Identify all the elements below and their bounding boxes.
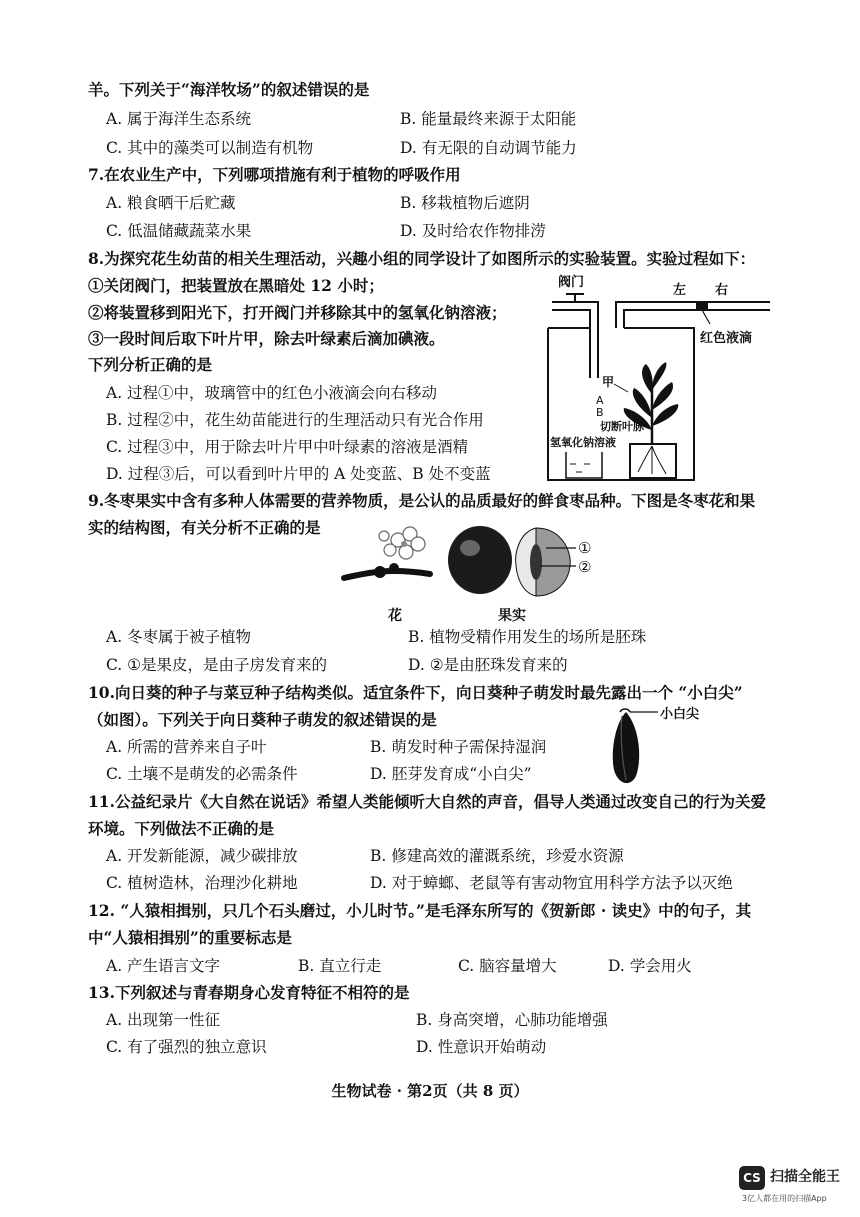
q6-option-a: A. 属于海洋生态系统	[106, 110, 252, 128]
q12-option-b: B. 直立行走	[298, 957, 382, 975]
q7-option-a: A. 粮食晒干后贮藏	[106, 194, 236, 212]
q8-option-d: D. 过程③后，可以看到叶片甲的 A 处变蓝、B 处不变蓝	[106, 465, 491, 483]
marker-2: ②	[578, 558, 592, 576]
q13-option-b: B. 身高突增，心肺功能增强	[416, 1011, 608, 1029]
q13-option-a: A. 出现第一性征	[106, 1011, 221, 1029]
q13-option-d: D. 性意识开始萌动	[416, 1038, 547, 1056]
red-drop-marker	[696, 302, 708, 310]
page-footer: 生物试卷 · 第2页（共 8 页）	[331, 1082, 529, 1100]
q10-option-b: B. 萌发时种子需保持湿润	[370, 738, 547, 756]
q12-stem-2: 中“人猿相揖别”的重要标志是	[88, 928, 292, 947]
q7-option-c: C. 低温储藏蔬菜水果	[106, 222, 252, 240]
q9-stem-2: 实的结构图，有关分析不正确的是	[88, 518, 321, 537]
q9-option-b: B. 植物受精作用发生的场所是胚珠	[408, 628, 647, 646]
q11-stem: 11.公益纪录片《大自然在说话》希望人类能倾听大自然的声音，倡导人类通过改变自己的行为关爱	[88, 792, 766, 811]
vein-cut-label: 切断叶脉	[600, 420, 644, 433]
q10-sunflower-seed-figure	[600, 704, 710, 790]
q6-option-d: D. 有无限的自动调节能力	[400, 139, 577, 157]
q8-stem: 8.为探究花生幼苗的相关生理活动，兴趣小组的同学设计了如图所示的实验装置。实验过程如下：	[88, 249, 756, 268]
valve-label: 阀门	[558, 275, 585, 290]
naoh-label: 氢氧化钠溶液	[550, 436, 616, 449]
point-a-label: A	[596, 394, 604, 407]
q11-option-b: B. 修建高效的灌溉系统，珍爱水资源	[370, 847, 624, 865]
q12-option-c: C. 脑容量增大	[458, 957, 557, 975]
q8-step-2: ②将装置移到阳光下，打开阀门并移除其中的氢氧化钠溶液；	[88, 303, 507, 322]
flower-caption: 花	[388, 608, 402, 624]
q11-stem-2: 环境。下列做法不正确的是	[88, 819, 275, 838]
q8-question: 下列分析正确的是	[88, 355, 213, 374]
q9-flower-fruit-figure	[340, 522, 620, 628]
left-label: 左	[673, 283, 687, 298]
red-drop-label: 红色液滴	[700, 331, 753, 346]
scanner-tagline: 3亿人都在用的扫描App	[742, 1194, 827, 1203]
q9-stem: 9.冬枣果实中含有多种人体需要的营养物质，是公认的品质最好的鲜食枣品种。下图是冬枣花和果	[88, 491, 756, 510]
q9-option-a: A. 冬枣属于被子植物	[106, 628, 252, 646]
q8-option-a: A. 过程①中，玻璃管中的红色小液滴会向右移动	[106, 384, 438, 402]
q11-option-a: A. 开发新能源，减少碳排放	[106, 847, 298, 865]
q7-option-d: D. 及时给农作物排涝	[400, 222, 546, 240]
q6-option-b: B. 能量最终来源于太阳能	[400, 110, 577, 128]
q13-option-c: C. 有了强烈的独立意识	[106, 1038, 267, 1056]
right-label: 右	[715, 283, 729, 298]
q8-apparatus-diagram	[540, 268, 780, 492]
q9-option-d: D. ②是由胚珠发育来的	[408, 656, 568, 674]
fruit-caption: 果实	[498, 608, 526, 624]
q13-stem: 13.下列叙述与青春期身心发育特征不相符的是	[88, 983, 410, 1002]
q9-option-c: C. ①是果皮，是由子房发育来的	[106, 656, 328, 674]
q6-stem-tail: 羊。下列关于“海洋牧场”的叙述错误的是	[88, 80, 370, 99]
q12-stem: 12. “人猿相揖别，只几个石头磨过，小儿时节。”是毛泽东所写的《贺新郎 · 读史》中的句子，其	[88, 901, 752, 920]
q10-stem: 10.向日葵的种子与菜豆种子结构类似。适宜条件下，向日葵种子萌发时最先露出一个 “小白尖”	[88, 683, 743, 702]
q8-option-b: B. 过程②中，花生幼苗能进行的生理活动只有光合作用	[106, 411, 484, 429]
q10-option-a: A. 所需的营养来自子叶	[106, 738, 267, 756]
q11-option-d: D. 对于蟑螂、老鼠等有害动物宜用科学方法予以灭绝	[370, 874, 733, 892]
q10-option-c: C. 土壤不是萌发的必需条件	[106, 765, 298, 783]
q8-step-3: ③一段时间后取下叶片甲，除去叶绿素后滴加碘液。	[88, 329, 445, 348]
scanner-app-name: 扫描全能王	[770, 1169, 840, 1185]
q12-option-a: A. 产生语言文字	[106, 957, 221, 975]
leaf-jia-label: 甲	[602, 375, 615, 389]
q8-step-1: ①关闭阀门，把装置放在黑暗处 12 小时；	[88, 276, 384, 295]
scanner-logo-icon: CS	[739, 1166, 765, 1190]
tip-label: 小白尖	[660, 707, 700, 722]
q12-option-d: D. 学会用火	[608, 957, 692, 975]
q11-option-c: C. 植树造林，治理沙化耕地	[106, 874, 298, 892]
q8-option-c: C. 过程③中，用于除去叶片甲中叶绿素的溶液是酒精	[106, 438, 469, 456]
q10-option-d: D. 胚芽发育成“小白尖”	[370, 765, 532, 783]
marker-1: ①	[578, 539, 592, 557]
q10-stem-2: （如图）。下列关于向日葵种子萌发的叙述错误的是	[88, 710, 437, 729]
q7-option-b: B. 移栽植物后遮阴	[400, 194, 530, 212]
q7-stem: 7.在农业生产中，下列哪项措施有利于植物的呼吸作用	[88, 165, 461, 184]
point-b-label: B	[596, 406, 604, 419]
q6-option-c: C. 其中的藻类可以制造有机物	[106, 139, 314, 157]
